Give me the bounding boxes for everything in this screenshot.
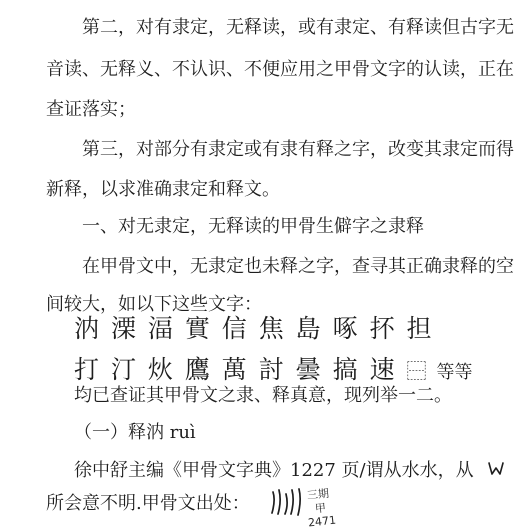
paragraph-2-line-1: 第二，对有隶定，无释读，或有隶定、有释读但古字无 bbox=[82, 17, 514, 38]
handwritten-note-line-1: 三期 bbox=[306, 486, 330, 503]
char-row-2-symbol: ⿱ bbox=[406, 359, 427, 383]
citation-text: 徐中舒主编《甲骨文字典》1227 页/谓从水水，从 bbox=[74, 460, 474, 481]
oracle-glyph-inline bbox=[487, 461, 505, 481]
char-row-2-chars: 打 汀 炏 鷹 萬 討 曇 搞 速 bbox=[74, 355, 397, 384]
char-row-1: 汭 溧 湢 實 信 焦 島 啄 抔 担 bbox=[74, 314, 434, 343]
paragraph-3-line-1: 第三，对部分有隶定或有隶有释之字，改变其隶定而得 bbox=[82, 139, 514, 160]
section-1-intro-line-1: 在甲骨文中，无隶定也未释之字，查寻其正确隶释的空 bbox=[82, 256, 514, 277]
subsection-1-heading: （一）释汭 ruì bbox=[74, 422, 196, 443]
citation-line-2: 所会意不明.甲骨文出处： bbox=[46, 493, 250, 514]
paragraph-3-line-2: 新释，以求准确隶定和释文。 bbox=[46, 179, 280, 200]
handwritten-note-line-3: 2471 bbox=[307, 513, 337, 529]
paragraph-2-line-3: 查证落实； bbox=[46, 99, 136, 120]
char-row-2 bbox=[74, 357, 472, 382]
conclusion-line: 均已查证其甲骨文之隶、释真意，现列举一二。 bbox=[74, 385, 452, 406]
section-1-intro-line-2: 间较大，如以下这些文字： bbox=[46, 294, 262, 315]
handwritten-note-line-2: 甲 bbox=[314, 501, 327, 516]
paragraph-2-line-2: 音读、无释义、不认识、不便应用之甲骨文字的认读，正在 bbox=[46, 59, 514, 80]
citation-line-1 bbox=[74, 461, 505, 481]
oracle-glyph-handwritten bbox=[268, 485, 306, 517]
char-row-2-suffix: 等等 bbox=[436, 362, 473, 383]
section-1-heading: 一、对无隶定，无释读的甲骨生僻字之隶释 bbox=[82, 216, 424, 237]
